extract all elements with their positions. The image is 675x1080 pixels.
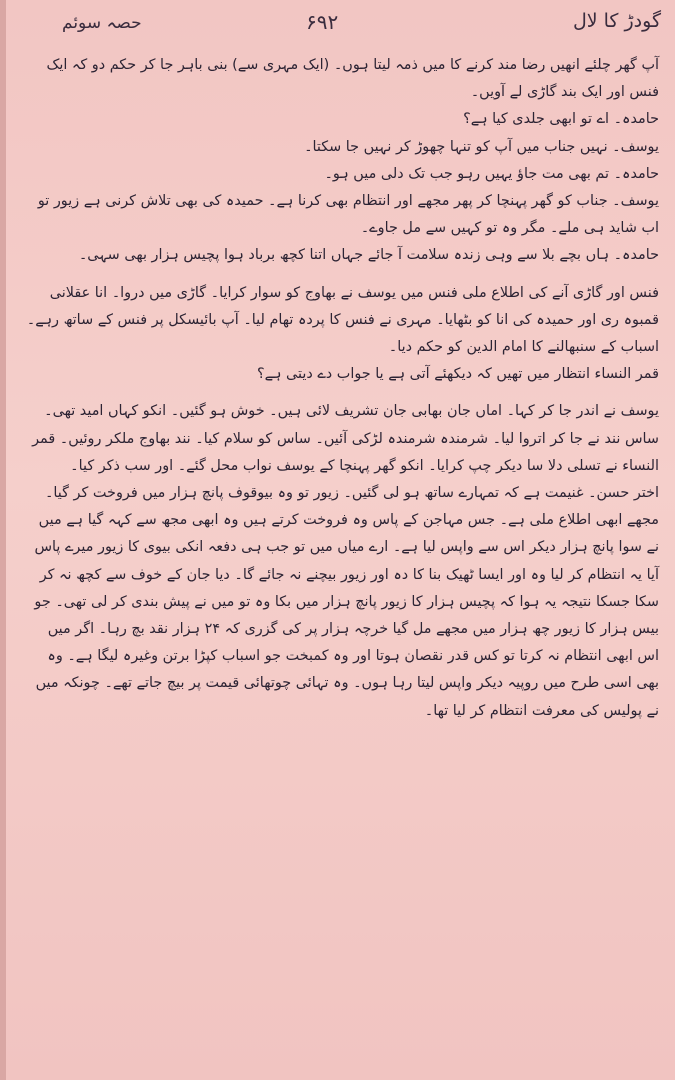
book-title: گودڑ کا لال xyxy=(572,10,661,32)
paragraph-10: اختر حسن۔ غنیمت ہے کہ تمہارے ساتھ ہو لی گئیں۔ زیور تو وہ بیوقوف پانچ ہزار میں فروخت کر گیا۔ مجھے ابھی اطلاع ملی ہے۔ جس مہاجن کے پاس وہ فروخت کرتے ہیں وہ ابھی مجھ سے کہہ گیا ہے میں نے سوا پانچ ہزار دیکر اس سے واپس لیا ہے۔ ارے میاں میں تو جب ہی دفعہ انکی بیوی کا زیور میرے پاس آیا یہ انتظام کر لیا وہ اور ایسا ٹھیک بنا کا دہ اور زیور بیچنے نہ جائے گا۔ دیا جان کے خوف سے کچھ نہ کر سکا جسکا نتیجہ یہ ہوا کہ پچیس ہزار کا زیور پانچ ہزار میں بکا وہ تو میں نے پیش بندی کر لی تھی۔ جو بیس ہزار کا زیور چھ ہزار میں مجھے مل گیا خرچہ ہزار پر کی گزری کہ ۲۴ ہزار نقد بچ رہا۔ اگر میں اس ابھی انتظام نہ کرتا تو کس قدر نقصان ہوتا اور وہ کمبخت جو اسباب کپڑا برتن وغیرہ لیگا ہے۔ وہ بھی اسی طرح میں روپیہ دیکر واپس لیتا رہا ہوں۔ وہ تہائی چوتھائی قیمت پر بیچ جاتے تھے۔ چونکہ میں نے پولیس کی معرفت انتظام کر لیا تھا۔ xyxy=(34,485,659,719)
paragraph-2: حامدہ۔ اے تو ابھی جلدی کیا ہے؟ xyxy=(463,111,659,128)
page-number: ۶۹۲ xyxy=(306,10,339,34)
paragraph-3: یوسف۔ نہیں جناب میں آپ کو تنہا چھوڑ کر نہیں جا سکتا۔ xyxy=(304,138,659,155)
page-header xyxy=(6,8,675,46)
paragraph-8: قمر النساء انتظار میں تھیں کہ دیکھئے آتی ہے یا جواب دے دیتی ہے؟ xyxy=(256,366,659,383)
paragraph-9: یوسف نے اندر جا کر کہا۔ اماں جان بھابی جان تشریف لائی ہیں۔ خوش ہو گئیں۔ انکو کہاں امید تھی۔ ساس نند نے جا کر اتروا لیا۔ شرمندہ شرمندہ لڑکی آئیں۔ ساس کو سلام کیا۔ نند بھاوج ملکر روئیں۔ قمر النساء نے تسلی دلا سا دیکر چپ کرایا۔ انکو گھر پہنچا کے یوسف نواب محل گئے۔ اور سب ذکر کیا۔ xyxy=(32,403,659,474)
paragraph-5: یوسف۔ جناب کو گھر پہنچا کر پھر مجھے اور انتظام بھی کرنا ہے۔ حمیدہ کی بھی تلاش کرنی ہے زیور تو اب شاید ہی ملے۔ مگر وہ تو کہیں سے مل جاوے۔ xyxy=(37,193,659,237)
page-body xyxy=(26,52,659,1062)
paragraph-6: حامدہ۔ ہاں بچے بلا سے وہی زندہ سلامت آ جائے جہاں اتنا کچھ برباد ہوا پچیس ہزار بھی سہی۔ xyxy=(78,247,659,264)
paragraph-4: حامدہ۔ تم بھی مت جاؤ یہیں رہو جب تک دلی میں ہو۔ xyxy=(324,165,659,182)
paragraph-1: آپ گھر چلئے انھیں رضا مند کرنے کا میں ذمہ لیتا ہوں۔ (ایک مہری سے) بنی باہر جا کر حکم دو کہ ایک فنس اور ایک بند گاڑی لے آویں۔ xyxy=(46,57,659,101)
section-label: حصہ سوئم xyxy=(62,13,142,33)
paragraph-7: فنس اور گاڑی آنے کی اطلاع ملی فنس میں یوسف نے بھاوج کو سوار کرایا۔ گاڑی میں دروا۔ انا عقلانی قمبوہ ری اور حمیدہ کی انا کو بٹھایا۔ مہری نے فنس کا پردہ تھام لیا۔ آپ بائیسکل پر فنس کے ساتھ رہے۔ اسباب کے سنبھالنے کا امام الدین کو حکم دیا۔ xyxy=(26,284,659,356)
